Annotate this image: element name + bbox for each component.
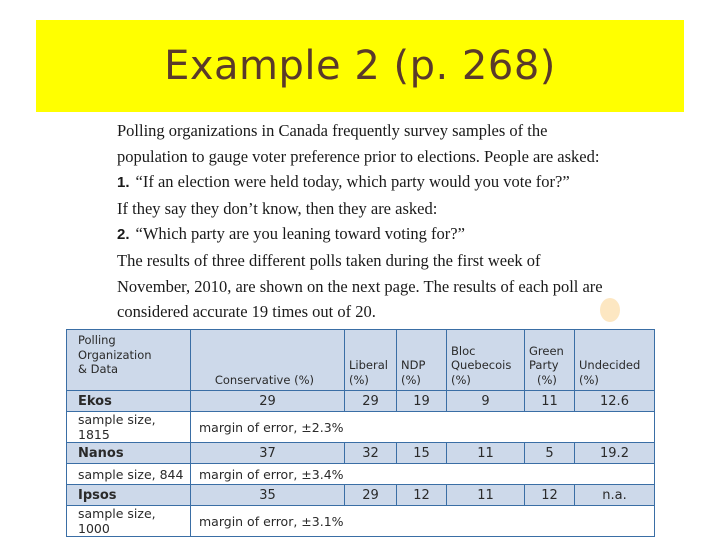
cell-bloc: 9 (447, 391, 525, 412)
cell-margin-of-error: margin of error, ±2.3% (191, 412, 655, 443)
header-conservative: Conservative (%) (191, 330, 345, 391)
cell-undecided: n.a. (575, 485, 655, 506)
cell-conservative: 37 (191, 443, 345, 464)
table-subrow (67, 412, 655, 443)
cell-org: Ekos (67, 391, 191, 412)
poll-table-container (66, 329, 654, 536)
text-line: The results of three different polls taken during the first week of (117, 250, 541, 270)
table-row (67, 391, 655, 412)
header-organization: Polling Organization & Data (67, 330, 191, 391)
cell-margin-of-error: margin of error, ±3.4% (191, 464, 655, 485)
slide-title: Example 2 (p. 268) (164, 43, 556, 89)
cell-green: 5 (525, 443, 575, 464)
text-line: November, 2010, are shown on the next page. The results of each poll are (117, 276, 603, 296)
cell-liberal: 32 (345, 443, 397, 464)
table-header-row (67, 330, 655, 391)
decorative-circle (600, 298, 620, 322)
header-green: Green Party (%) (525, 330, 575, 391)
cell-ndp: 12 (397, 485, 447, 506)
table-subrow (67, 464, 655, 485)
cell-undecided: 12.6 (575, 391, 655, 412)
cell-green: 12 (525, 485, 575, 506)
cell-bloc: 11 (447, 443, 525, 464)
cell-org: Nanos (67, 443, 191, 464)
question-2 (117, 221, 617, 248)
header-liberal: Liberal (%) (345, 330, 397, 391)
cell-sample-size: sample size, 1815 (67, 412, 191, 443)
cell-org: Ipsos (67, 485, 191, 506)
cell-ndp: 19 (397, 391, 447, 412)
table-subrow (67, 506, 655, 537)
question-text: “If an election were held today, which party would you vote for?” (135, 172, 570, 192)
table-row (67, 443, 655, 464)
header-bloc: Bloc Quebecois (%) (447, 330, 525, 391)
cell-conservative: 35 (191, 485, 345, 506)
table-row (67, 485, 655, 506)
cell-margin-of-error: margin of error, ±3.1% (191, 506, 655, 537)
header-undecided: Undecided (%) (575, 330, 655, 391)
header-ndp: NDP (%) (397, 330, 447, 391)
cell-bloc: 11 (447, 485, 525, 506)
cell-conservative: 29 (191, 391, 345, 412)
cell-ndp: 15 (397, 443, 447, 464)
title-banner (36, 20, 684, 112)
poll-results-table (66, 329, 655, 537)
question-number: 2. (117, 226, 130, 244)
text-line: population to gauge voter preference prior to elections. People are asked: (117, 146, 600, 166)
text-line: If they say they don’t know, then they are asked: (117, 198, 438, 218)
text-line: Polling organizations in Canada frequently survey samples of the (117, 121, 548, 140)
cell-liberal: 29 (345, 485, 397, 506)
cell-green: 11 (525, 391, 575, 412)
question-1 (117, 169, 617, 196)
question-text: “Which party are you leaning toward voting for?” (135, 224, 465, 244)
cell-sample-size: sample size, 1000 (67, 506, 191, 537)
question-number: 1. (117, 174, 130, 192)
cell-sample-size: sample size, 844 (67, 464, 191, 485)
cell-liberal: 29 (345, 391, 397, 412)
cell-undecided: 19.2 (575, 443, 655, 464)
intro-text (117, 118, 617, 325)
text-line: considered accurate 19 times out of 20. (117, 302, 376, 322)
